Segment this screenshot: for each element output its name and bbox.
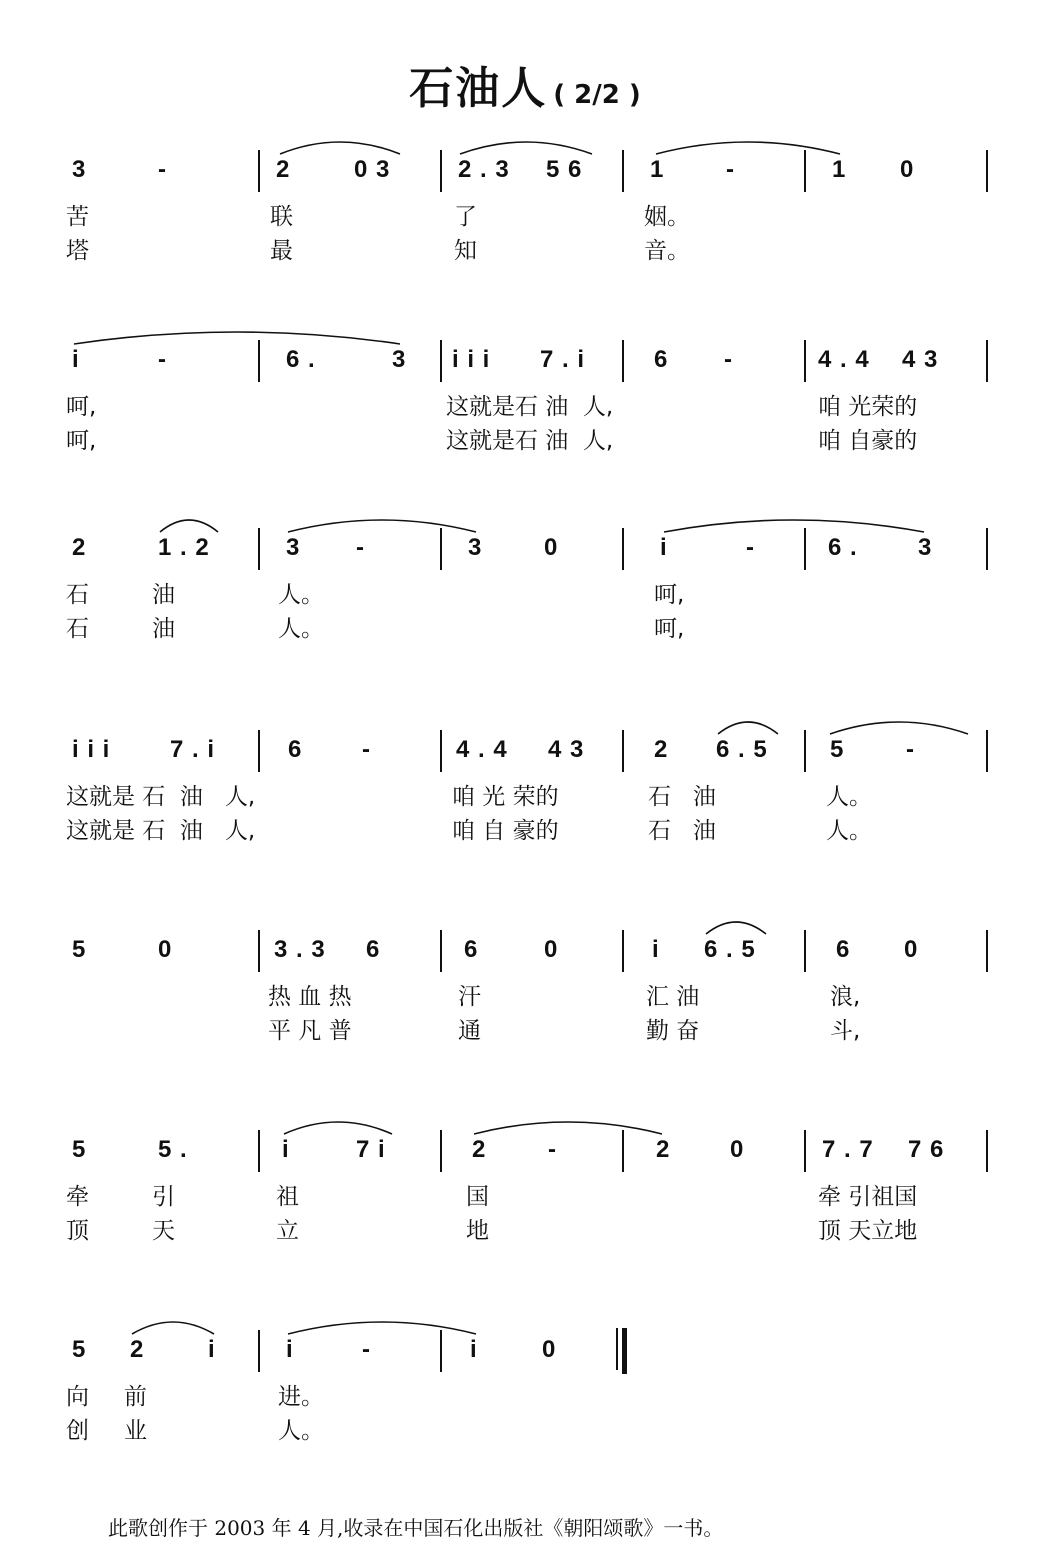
lyric-verse-1: 向	[66, 1384, 89, 1410]
barline	[804, 528, 806, 570]
footnote: 此歌创作于 2003 年 4 月,收录在中国石化出版社《朝阳颂歌》一书。	[108, 1516, 724, 1540]
lyric-verse-1: 了	[454, 204, 477, 230]
barline	[440, 930, 442, 972]
note-group: 1	[650, 156, 665, 183]
barline	[804, 340, 806, 382]
note-group: 7 . 7	[822, 1136, 874, 1163]
note-group: i	[72, 346, 80, 373]
note-group: 4 . 4	[818, 346, 870, 373]
note-group: 3 . 3	[274, 936, 326, 963]
note-group: 4 3	[548, 736, 585, 763]
note-group: 3	[392, 346, 407, 373]
note-group: 7 . i	[540, 346, 586, 373]
note-group: -	[724, 346, 733, 373]
lyric-verse-1: 呵,	[654, 582, 685, 608]
note-group: 5 6	[546, 156, 583, 183]
lyric-verse-2: 人。	[278, 616, 324, 642]
note-group: 2	[130, 1336, 145, 1363]
lyric-verse-2: 塔	[66, 238, 89, 264]
slur-layer	[0, 136, 1050, 156]
slur-layer	[0, 1316, 1050, 1336]
note-group: i	[652, 936, 660, 963]
note-group: 2 . 3	[458, 156, 510, 183]
note-group: 3	[918, 534, 933, 561]
barline	[986, 930, 988, 972]
note-group: 0	[900, 156, 915, 183]
barline	[804, 1130, 806, 1172]
slur-layer	[0, 1116, 1050, 1136]
note-group: 3	[286, 534, 301, 561]
note-group: 3	[72, 156, 87, 183]
slur-layer	[0, 716, 1050, 736]
note-group: 0	[158, 936, 173, 963]
lyric-verse-1: 汇 油	[646, 984, 700, 1010]
note-group: i	[660, 534, 668, 561]
barline	[440, 340, 442, 382]
lyric-verse-1: 牵	[66, 1184, 89, 1210]
note-group: -	[906, 736, 915, 763]
note-group: 6	[654, 346, 669, 373]
score-system	[0, 730, 1050, 870]
lyric-verse-2: 油	[152, 616, 175, 642]
lyric-verse-2: 勤 奋	[646, 1018, 700, 1044]
barline	[258, 528, 260, 570]
slur	[718, 722, 778, 734]
note-group: -	[548, 1136, 557, 1163]
title-main: 石油人	[409, 63, 548, 114]
lyric-verse-1: 进。	[278, 1384, 324, 1410]
score-system	[0, 150, 1050, 290]
lyric-verse-2: 咱 自 豪的	[452, 818, 559, 844]
lyric-verse-1: 热 血 热	[268, 984, 352, 1010]
lyric-verse-2: 通	[458, 1018, 481, 1044]
score-system	[0, 930, 1050, 1070]
note-group: i	[470, 1336, 478, 1363]
barline	[258, 730, 260, 772]
score-system	[0, 1330, 1050, 1470]
lyric-verse-2: 立	[276, 1218, 299, 1244]
lyric-verse-2: 顶	[66, 1218, 89, 1244]
note-group: 6 .	[286, 346, 316, 373]
lyric-verse-2: 业	[124, 1418, 147, 1444]
slur-layer	[0, 916, 1050, 936]
note-group: 7 6	[908, 1136, 945, 1163]
lyric-verse-2: 这就是石 油 人,	[446, 428, 614, 454]
lyric-verse-2: 地	[466, 1218, 489, 1244]
note-group: 1	[832, 156, 847, 183]
slur	[830, 722, 968, 734]
lyric-verse-1: 咱 光 荣的	[452, 784, 559, 810]
note-group: -	[356, 534, 365, 561]
lyric-verse-2: 天	[152, 1218, 175, 1244]
barline	[440, 730, 442, 772]
note-group: 0 3	[354, 156, 391, 183]
barline	[622, 930, 624, 972]
score-system	[0, 1130, 1050, 1270]
note-group: 6	[836, 936, 851, 963]
lyric-verse-2: 创	[66, 1418, 89, 1444]
slur	[706, 922, 766, 934]
slur	[160, 520, 218, 532]
note-group: 7 i	[356, 1136, 386, 1163]
note-group: -	[362, 736, 371, 763]
note-group: i	[286, 1336, 294, 1363]
note-group: 0	[904, 936, 919, 963]
slur-layer	[0, 514, 1050, 534]
slur	[664, 520, 924, 532]
lyric-verse-2: 知	[454, 238, 477, 264]
lyric-verse-1: 前	[124, 1384, 147, 1410]
lyric-verse-1: 这就是 石 油 人,	[66, 784, 256, 810]
note-group: -	[362, 1336, 371, 1363]
note-group: 6	[288, 736, 303, 763]
note-group: 7 . i	[170, 736, 216, 763]
note-group: -	[726, 156, 735, 183]
barline	[440, 1330, 442, 1372]
note-group: 2	[656, 1136, 671, 1163]
note-group: 5	[72, 1336, 87, 1363]
slur	[288, 520, 476, 532]
title-part: ( 2/2 )	[553, 80, 641, 110]
barline	[804, 930, 806, 972]
lyric-verse-1: 联	[270, 204, 293, 230]
barline	[986, 340, 988, 382]
lyric-verse-2: 人。	[278, 1418, 324, 1444]
note-group: -	[746, 534, 755, 561]
barline	[986, 1130, 988, 1172]
lyric-verse-2: 呵,	[66, 428, 97, 454]
slur	[460, 142, 592, 154]
slur	[288, 1322, 476, 1334]
lyric-verse-2: 顶 天立地	[818, 1218, 918, 1244]
score-system	[0, 528, 1050, 668]
barline	[258, 930, 260, 972]
lyric-verse-2: 石 油	[648, 818, 716, 844]
note-group: -	[158, 156, 167, 183]
lyric-verse-1: 牵 引祖国	[818, 1184, 918, 1210]
note-group: 0	[542, 1336, 557, 1363]
lyric-verse-1: 浪,	[830, 984, 861, 1010]
lyric-verse-1: 引	[152, 1184, 175, 1210]
note-group: i i i	[72, 736, 111, 763]
barline	[258, 1330, 260, 1372]
lyric-verse-1: 姻。	[644, 204, 690, 230]
lyric-verse-1: 人。	[826, 784, 872, 810]
lyric-verse-1: 石 油	[648, 784, 716, 810]
slur	[132, 1322, 214, 1334]
barline	[622, 340, 624, 382]
lyric-verse-1: 汗	[458, 984, 481, 1010]
barline	[804, 730, 806, 772]
note-group: 0	[544, 534, 559, 561]
note-group: i	[282, 1136, 290, 1163]
lyric-verse-2: 石	[66, 616, 89, 642]
lyric-verse-2: 最	[270, 238, 293, 264]
slur-layer	[0, 326, 1050, 346]
barline	[440, 1130, 442, 1172]
lyric-verse-2: 这就是 石 油 人,	[66, 818, 256, 844]
note-group: 6 . 5	[716, 736, 768, 763]
note-group: 0	[544, 936, 559, 963]
slur	[284, 1122, 392, 1134]
lyric-verse-1: 祖	[276, 1184, 299, 1210]
barline	[986, 730, 988, 772]
barline	[986, 150, 988, 192]
lyric-verse-1: 这就是石 油 人,	[446, 394, 614, 420]
note-group: 1 . 2	[158, 534, 210, 561]
note-group: 2	[654, 736, 669, 763]
barline	[622, 150, 624, 192]
note-group: 5 .	[158, 1136, 188, 1163]
note-group: i i i	[452, 346, 491, 373]
note-group: 6 .	[828, 534, 858, 561]
lyric-verse-1: 油	[152, 582, 175, 608]
slur	[74, 332, 400, 344]
lyric-verse-2: 音。	[644, 238, 690, 264]
note-group: i	[208, 1336, 216, 1363]
note-group: 2	[472, 1136, 487, 1163]
note-group: 2	[276, 156, 291, 183]
lyric-verse-2: 呵,	[654, 616, 685, 642]
barline	[986, 528, 988, 570]
note-group: 0	[730, 1136, 745, 1163]
note-group: 5	[72, 936, 87, 963]
barline	[440, 528, 442, 570]
note-group: 2	[72, 534, 87, 561]
slur	[656, 142, 840, 154]
lyric-verse-1: 石	[66, 582, 89, 608]
note-group: 5	[72, 1136, 87, 1163]
barline	[258, 340, 260, 382]
note-group: 6	[464, 936, 479, 963]
song-title	[0, 52, 1050, 116]
lyric-verse-1: 苦	[66, 204, 89, 230]
lyric-verse-1: 咱 光荣的	[818, 394, 918, 420]
note-group: 4 . 4	[456, 736, 508, 763]
barline	[440, 150, 442, 192]
slur	[280, 142, 400, 154]
barline	[622, 1130, 624, 1172]
lyric-verse-2: 斗,	[830, 1018, 861, 1044]
note-group: 3	[468, 534, 483, 561]
note-group: -	[158, 346, 167, 373]
note-group: 5	[830, 736, 845, 763]
lyric-verse-1: 人。	[278, 582, 324, 608]
lyric-verse-2: 平 凡 普	[268, 1018, 352, 1044]
barline	[258, 1130, 260, 1172]
lyric-verse-2: 咱 自豪的	[818, 428, 918, 454]
note-group: 6	[366, 936, 381, 963]
barline	[622, 730, 624, 772]
slur	[474, 1122, 662, 1134]
lyric-verse-2: 人。	[826, 818, 872, 844]
barline	[804, 150, 806, 192]
note-group: 4 3	[902, 346, 939, 373]
lyric-verse-1: 呵,	[66, 394, 97, 420]
note-group: 6 . 5	[704, 936, 756, 963]
score-system	[0, 340, 1050, 480]
lyric-verse-1: 国	[466, 1184, 489, 1210]
barline	[622, 528, 624, 570]
barline	[258, 150, 260, 192]
